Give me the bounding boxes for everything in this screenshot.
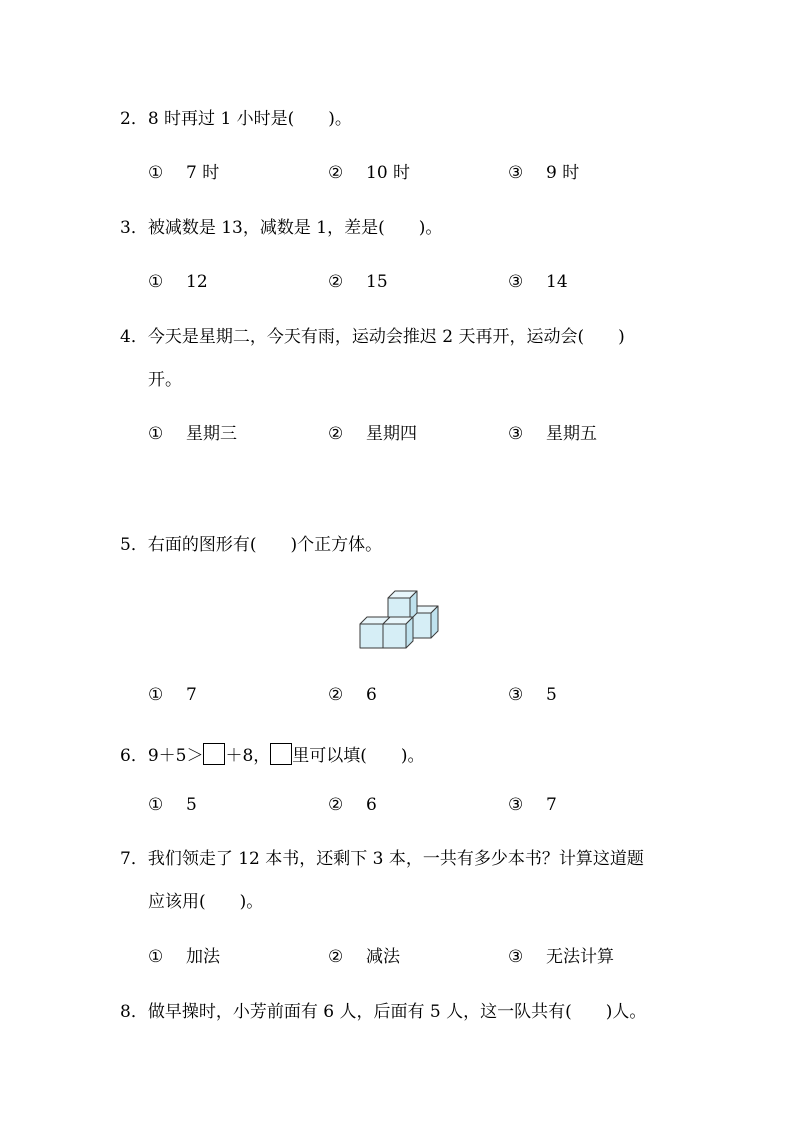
cube-top: [388, 591, 417, 620]
option-b[interactable]: [328, 271, 388, 293]
option-marker: ①: [148, 272, 164, 292]
option-marker: ③: [508, 685, 524, 705]
option-marker: ①: [148, 163, 164, 183]
option-text: 星期三: [186, 424, 237, 444]
option-b[interactable]: [328, 423, 417, 445]
option-b[interactable]: [328, 162, 410, 184]
question-text: 右面的图形有( )个正方体。: [147, 535, 383, 555]
question-5: [120, 534, 382, 556]
option-c[interactable]: [508, 162, 579, 184]
option-text: 14: [546, 272, 568, 292]
question-4-continuation: 开。: [148, 370, 182, 390]
option-marker: ③: [508, 163, 524, 183]
option-text: 星期四: [366, 424, 417, 444]
option-b[interactable]: [328, 684, 377, 706]
option-c[interactable]: [508, 271, 568, 293]
option-text: 6: [366, 685, 377, 705]
option-marker: ①: [148, 685, 164, 705]
option-text: 加法: [186, 947, 220, 967]
question-6: [120, 743, 425, 767]
option-marker: ②: [328, 947, 344, 967]
question-text: 做早操时，小芳前面有 6 人，后面有 5 人，这一队共有( )人。: [147, 1002, 647, 1022]
option-a[interactable]: [148, 684, 197, 706]
option-marker: ③: [508, 272, 524, 292]
question-7: [120, 848, 644, 870]
option-text: 9 时: [546, 163, 580, 183]
option-marker: ①: [148, 947, 164, 967]
question-number: 5．: [120, 535, 148, 555]
option-text: 7: [186, 685, 197, 705]
option-text: 减法: [366, 947, 400, 967]
question-2: [120, 108, 352, 130]
question-number: 4．: [120, 327, 148, 347]
question-number: 8．: [120, 1002, 148, 1022]
question-text-part2: ＋8，: [225, 746, 271, 766]
question-text-part3: 里可以填( )。: [292, 746, 425, 766]
option-marker: ①: [148, 795, 164, 815]
option-text: 10 时: [366, 163, 411, 183]
option-text: 12: [186, 272, 208, 292]
option-marker: ②: [328, 795, 344, 815]
question-4: [120, 326, 625, 348]
option-b[interactable]: [328, 794, 377, 816]
option-a[interactable]: [148, 423, 237, 445]
option-text: 6: [366, 795, 377, 815]
option-text: 7: [546, 795, 557, 815]
option-text: 5: [186, 795, 197, 815]
option-marker: ③: [508, 795, 524, 815]
option-a[interactable]: [148, 794, 197, 816]
option-text: 无法计算: [546, 947, 614, 967]
option-c[interactable]: [508, 684, 557, 706]
question-7-continuation: 应该用( )。: [148, 892, 264, 912]
question-number: 6．: [120, 746, 148, 766]
cube-stack-figure: [356, 588, 440, 650]
option-c[interactable]: [508, 946, 614, 968]
question-text: 今天是星期二，今天有雨，运动会推迟 2 天再开，运动会( ): [147, 327, 625, 347]
option-text: 7 时: [186, 163, 220, 183]
option-a[interactable]: [148, 162, 219, 184]
option-marker: ③: [508, 947, 524, 967]
option-text: 星期五: [546, 424, 597, 444]
option-b[interactable]: [328, 946, 400, 968]
option-a[interactable]: [148, 271, 208, 293]
option-marker: ③: [508, 424, 524, 444]
option-marker: ②: [328, 163, 344, 183]
option-c[interactable]: [508, 794, 557, 816]
option-marker: ②: [328, 424, 344, 444]
option-text: 15: [366, 272, 388, 292]
question-3: [120, 217, 442, 239]
question-8: [120, 1001, 646, 1023]
answer-box: [270, 743, 292, 765]
option-marker: ①: [148, 424, 164, 444]
question-text: 被减数是 13，减数是 1，差是( )。: [147, 218, 443, 238]
question-number: 2．: [120, 109, 148, 129]
answer-box: [203, 743, 225, 765]
option-text: 5: [546, 685, 557, 705]
question-text-part1: 9＋5＞: [147, 746, 204, 766]
option-a[interactable]: [148, 946, 220, 968]
question-number: 7．: [120, 849, 148, 869]
question-text: 我们领走了 12 本书，还剩下 3 本，一共有多少本书？计算这道题: [147, 849, 644, 869]
cube-front-middle: [383, 617, 413, 648]
option-marker: ②: [328, 272, 344, 292]
question-number: 3．: [120, 218, 148, 238]
option-c[interactable]: [508, 423, 597, 445]
question-text: 8 时再过 1 小时是( )。: [147, 109, 352, 129]
option-marker: ②: [328, 685, 344, 705]
